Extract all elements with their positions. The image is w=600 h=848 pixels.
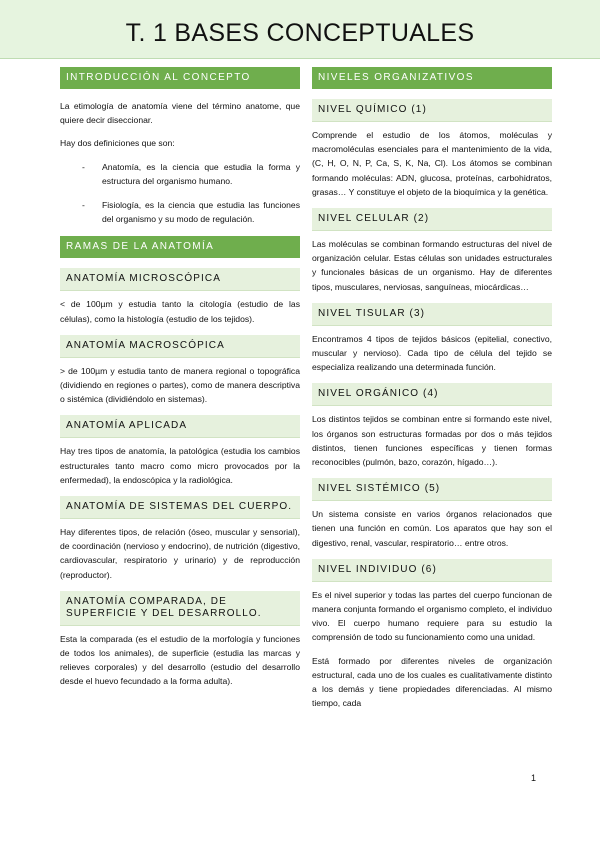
- section-heading-microscopica: ANATOMÍA MICROSCÓPICA: [60, 268, 300, 291]
- nivel-individuo-heading: NIVEL INDIVIDUO (6): [312, 559, 552, 582]
- nivel-quimico-text: Comprende el estudio de los átomos, moléculas y macromoléculas esenciales para el mantenimiento de la vida, (C, H, O, N, P, Ca, S, K, Na, Cl). Los átomos se combinan formando moléculas: ADN, glucosa, proteínas, carbohidratos, grasas… Y constituye el objeto de la bioquímica y la genética.: [312, 130, 552, 197]
- nivel-individuo-text-1: Es el nivel superior y todas las partes del cuerpo funcionan de manera conjunta formando el organismo completo, el individuo vivo. El cuerpo humano requiere para su estudio la comprensión de todo su funcionamiento como una unidad.: [312, 589, 552, 643]
- section-text-comparada: Esta la comparada (es el estudio de la morfología y funciones de todos los animales), de superficie (estudia las marcas y relieves corporales) y del desarrollo (estudio del desarrollo desde el huevo fecundado a la forma adulta).: [60, 633, 300, 687]
- nivel-organico-text: Los distintos tejidos se combinan entre si formando este nivel, los órganos son estructuras formadas por dos o más tejidos distintos, tienen funciones específicas y tienen formas reconocibles (pulmón, bazo, corazón, hígado…).: [312, 414, 552, 468]
- nivel-organico-heading: NIVEL ORGÁNICO (4): [312, 383, 552, 406]
- nivel-sistemico-heading: NIVEL SISTÉMICO (5): [312, 478, 552, 501]
- nivel-tisular-text: Encontramos 4 tipos de tejidos básicos (epitelial, conectivo, muscular y nervioso). Cada tipo de célula del tejido se especializa realizando una determinada función.: [312, 333, 552, 373]
- title-band: [0, 0, 600, 59]
- section-text-aplicada: Hay tres tipos de anatomía, la patológica (estudia los cambios estructurales tanto macro como micro provocados por la enfermedad), la endoscópica y la radiológica.: [60, 446, 300, 485]
- right-column: [312, 67, 552, 719]
- nivel-celular-heading: NIVEL CELULAR (2): [312, 208, 552, 231]
- niveles-heading: NIVELES ORGANIZATIVOS: [312, 67, 552, 89]
- list-item: - Fisiología, es la ciencia que estudia las funciones del organismo y su modo de regulación.: [82, 200, 300, 225]
- definitions-intro: Hay dos definiciones que son:: [60, 138, 175, 149]
- section-heading-macroscopica: ANATOMÍA MACROSCÓPICA: [60, 335, 300, 358]
- page-title: T. 1 BASES CONCEPTUALES: [125, 19, 475, 47]
- nivel-quimico-heading: NIVEL QUÍMICO (1): [312, 99, 552, 122]
- nivel-individuo-text-2: Está formado por diferentes niveles de organización estructural, cada uno de los cuales es cualitativamente distinto a los demás y tiene propiedades diferenciadas. Al mismo tiempo, cada: [312, 655, 552, 709]
- nivel-tisular-heading: NIVEL TISULAR (3): [312, 303, 552, 326]
- nivel-celular-text: Las moléculas se combinan formando estructuras del nivel de organización celular. Estas células son unidades estructurales y funcionales básicas de un organismo. Hay de diferentes tipos, musculares, nerviosas, sanguíneas, miocárdicas…: [312, 239, 552, 292]
- section-text-macroscopica: > de 100µm y estudia tanto de manera regional o topográfica (dividiendo en regiones o partes), como de manera descriptiva o sistémica (dividiéndolo en sistemas).: [60, 365, 300, 405]
- left-column: [60, 67, 300, 698]
- section-heading-aplicada: ANATOMÍA APLICADA: [60, 415, 300, 438]
- definitions-list: [60, 160, 300, 227]
- intro-heading: INTRODUCCIÓN AL CONCEPTO: [60, 67, 300, 89]
- section-heading-sistemas: ANATOMÍA DE SISTEMAS DEL CUERPO.: [60, 496, 300, 519]
- nivel-sistemico-text: Un sistema consiste en varios órganos relacionados que tienen una función en común. Los aparatos que hay son el digestivo, renal, vascular, respiratorio… entre otros.: [312, 509, 552, 548]
- section-text-sistemas: Hay diferentes tipos, de relación (óseo, muscular y sensorial), de coordinación (nervioso y endocrino), de nutrición (digestivo, cardiovascular, respiratorio y urinario) y de reproducción (reproductor).: [60, 527, 300, 580]
- section-heading-comparada: ANATOMÍA COMPARADA, DE SUPERFICIE Y DEL DESARROLLO.: [60, 591, 300, 626]
- intro-paragraph: La etimología de anatomía viene del término anatome, que quiere decir diseccionar.: [60, 101, 300, 126]
- page-number: 1: [531, 773, 537, 783]
- list-item: - Anatomía, es la ciencia que estudia la forma y estructura del organismo humano.: [82, 161, 300, 186]
- section-text-microscopica: < de 100µm y estudia tanto la citología (estudio de las células), como la histología (estudio de los tejidos).: [60, 299, 300, 324]
- ramas-heading: RAMAS DE LA ANATOMÍA: [60, 236, 300, 258]
